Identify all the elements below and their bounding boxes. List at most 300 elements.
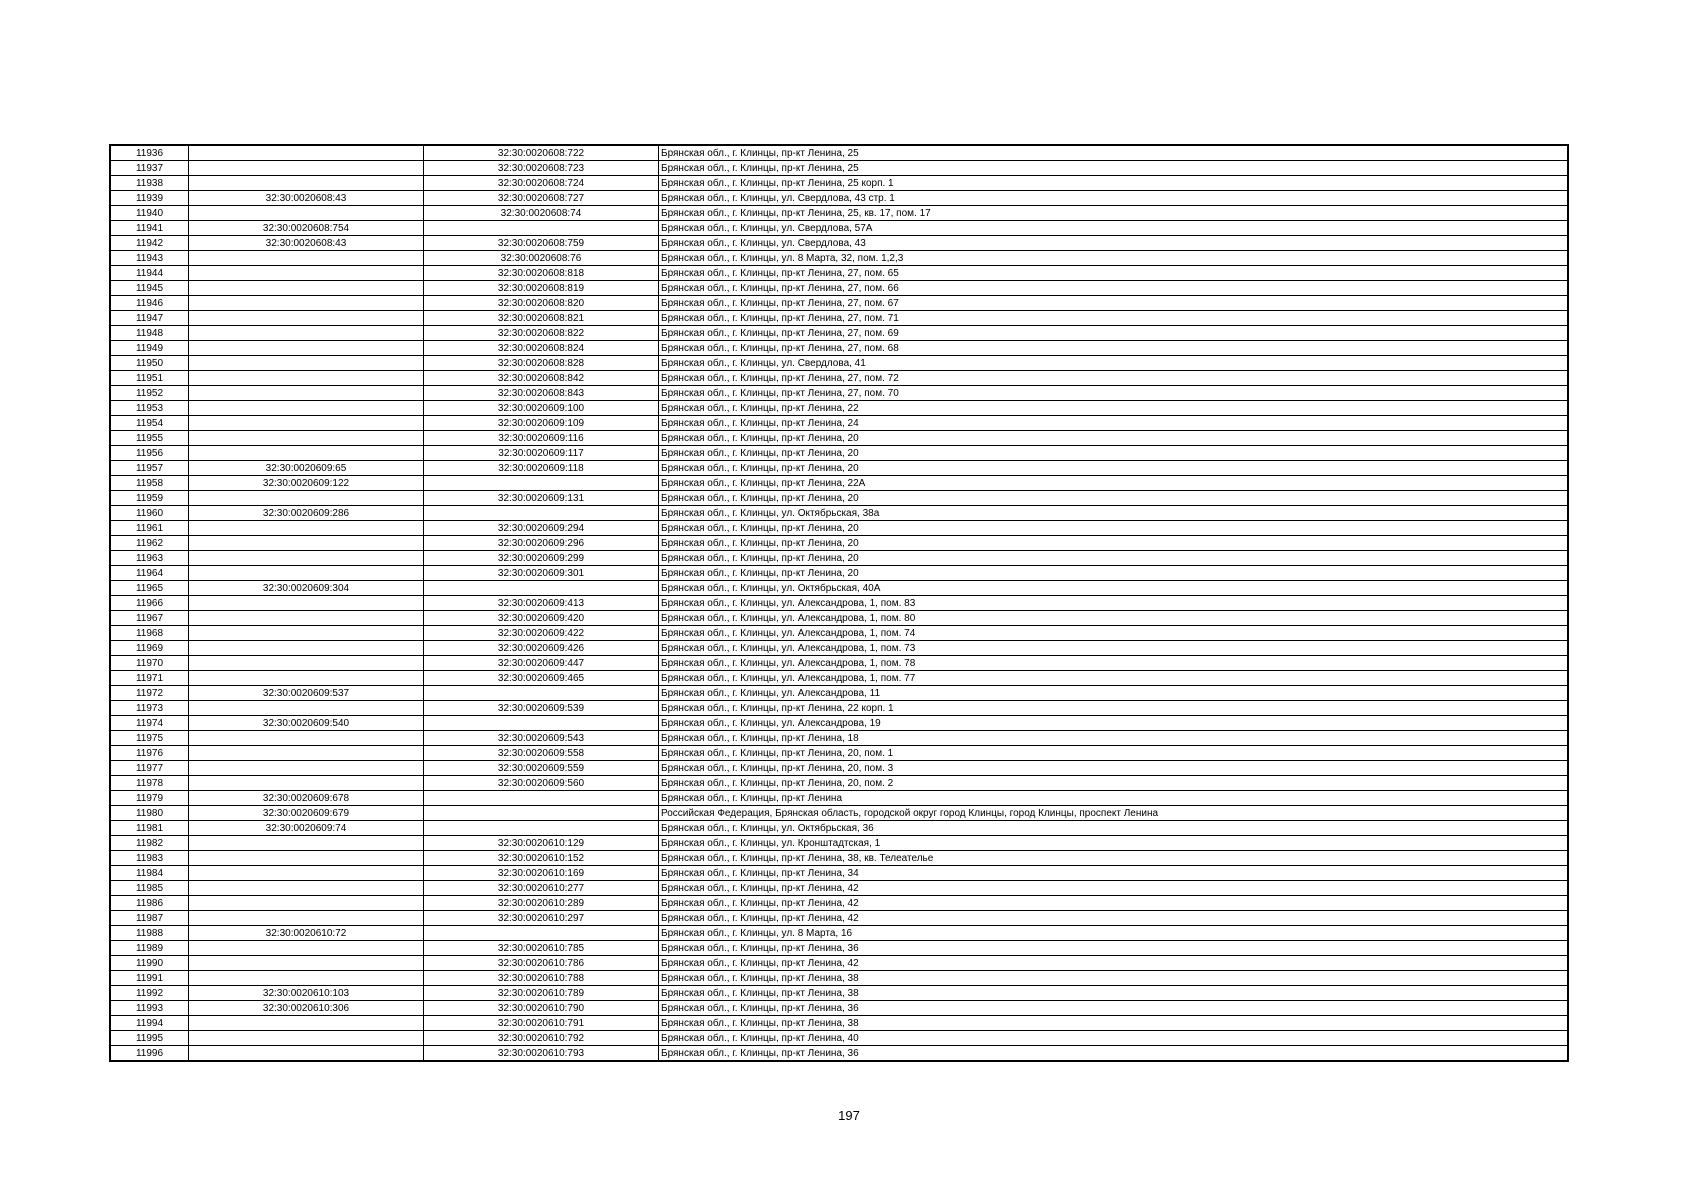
table-row (110, 326, 1568, 341)
object-number-cell: 32:30:0020609:117 (424, 446, 659, 461)
row-number-cell: 11961 (110, 521, 189, 536)
object-number-cell: 32:30:0020610:129 (424, 836, 659, 851)
address-cell: Брянская обл., г. Клинцы, пр-кт Ленина, 27, пом. 71 (659, 311, 1569, 326)
address-cell: Брянская обл., г. Клинцы, пр-кт Ленина, 38 (659, 971, 1569, 986)
row-number-cell: 11944 (110, 266, 189, 281)
object-number-cell: 32:30:0020610:785 (424, 941, 659, 956)
address-cell: Брянская обл., г. Клинцы, пр-кт Ленина, 20, пом. 1 (659, 746, 1569, 761)
parcel-number-cell (189, 956, 424, 971)
parcel-number-cell (189, 356, 424, 371)
object-number-cell: 32:30:0020608:820 (424, 296, 659, 311)
table-row (110, 1016, 1568, 1031)
parcel-number-cell: 32:30:0020609:286 (189, 506, 424, 521)
address-cell: Брянская обл., г. Клинцы, пр-кт Ленина, 25 корп. 1 (659, 176, 1569, 191)
object-number-cell: 32:30:0020609:118 (424, 461, 659, 476)
address-cell: Брянская обл., г. Клинцы, ул. 8 Марта, 16 (659, 926, 1569, 941)
table-row (110, 401, 1568, 416)
table-row (110, 761, 1568, 776)
parcel-number-cell (189, 326, 424, 341)
table-row (110, 176, 1568, 191)
address-cell: Брянская обл., г. Клинцы, пр-кт Ленина, 27, пом. 72 (659, 371, 1569, 386)
object-number-cell: 32:30:0020608:759 (424, 236, 659, 251)
address-cell: Брянская обл., г. Клинцы, пр-кт Ленина, 36 (659, 941, 1569, 956)
parcel-number-cell (189, 866, 424, 881)
address-cell: Брянская обл., г. Клинцы, пр-кт Ленина, 42 (659, 956, 1569, 971)
object-number-cell: 32:30:0020608:821 (424, 311, 659, 326)
row-number-cell: 11966 (110, 596, 189, 611)
parcel-number-cell (189, 491, 424, 506)
row-number-cell: 11965 (110, 581, 189, 596)
object-number-cell: 32:30:0020609:299 (424, 551, 659, 566)
table-row (110, 731, 1568, 746)
address-cell: Брянская обл., г. Клинцы, ул. Александрова, 1, пом. 80 (659, 611, 1569, 626)
parcel-number-cell (189, 176, 424, 191)
address-cell: Брянская обл., г. Клинцы, пр-кт Ленина, 20, пом. 2 (659, 776, 1569, 791)
row-number-cell: 11938 (110, 176, 189, 191)
object-number-cell: 32:30:0020609:560 (424, 776, 659, 791)
row-number-cell: 11968 (110, 626, 189, 641)
address-cell: Брянская обл., г. Клинцы, пр-кт Ленина, 22 корп. 1 (659, 701, 1569, 716)
row-number-cell: 11960 (110, 506, 189, 521)
row-number-cell: 11974 (110, 716, 189, 731)
parcel-number-cell (189, 566, 424, 581)
parcel-number-cell (189, 416, 424, 431)
address-cell: Брянская обл., г. Клинцы, пр-кт Ленина, 20 (659, 431, 1569, 446)
parcel-number-cell (189, 551, 424, 566)
table-row (110, 431, 1568, 446)
row-number-cell: 11972 (110, 686, 189, 701)
table-row (110, 191, 1568, 206)
row-number-cell: 11975 (110, 731, 189, 746)
parcel-number-cell (189, 371, 424, 386)
row-number-cell: 11984 (110, 866, 189, 881)
row-number-cell: 11953 (110, 401, 189, 416)
row-number-cell: 11983 (110, 851, 189, 866)
table-row (110, 671, 1568, 686)
row-number-cell: 11958 (110, 476, 189, 491)
table-row (110, 701, 1568, 716)
address-cell: Брянская обл., г. Клинцы, пр-кт Ленина, 27, пом. 70 (659, 386, 1569, 401)
parcel-number-cell (189, 431, 424, 446)
table-row (110, 386, 1568, 401)
object-number-cell: 32:30:0020610:788 (424, 971, 659, 986)
address-cell: Брянская обл., г. Клинцы, пр-кт Ленина, 27, пом. 67 (659, 296, 1569, 311)
table-row (110, 626, 1568, 641)
table-row (110, 896, 1568, 911)
object-number-cell: 32:30:0020608:722 (424, 145, 659, 161)
row-number-cell: 11979 (110, 791, 189, 806)
parcel-number-cell (189, 731, 424, 746)
object-number-cell: 32:30:0020608:842 (424, 371, 659, 386)
parcel-number-cell (189, 971, 424, 986)
parcel-number-cell (189, 1016, 424, 1031)
table-row (110, 356, 1568, 371)
table-row (110, 311, 1568, 326)
parcel-number-cell: 32:30:0020609:537 (189, 686, 424, 701)
row-number-cell: 11956 (110, 446, 189, 461)
row-number-cell: 11996 (110, 1046, 189, 1062)
object-number-cell: 32:30:0020609:465 (424, 671, 659, 686)
table-row (110, 791, 1568, 806)
parcel-number-cell (189, 1031, 424, 1046)
table-row (110, 506, 1568, 521)
row-number-cell: 11942 (110, 236, 189, 251)
object-number-cell (424, 806, 659, 821)
parcel-number-cell (189, 1046, 424, 1062)
object-number-cell: 32:30:0020608:727 (424, 191, 659, 206)
parcel-number-cell (189, 311, 424, 326)
row-number-cell: 11959 (110, 491, 189, 506)
parcel-number-cell (189, 611, 424, 626)
address-cell: Брянская обл., г. Клинцы, ул. Александрова, 1, пом. 73 (659, 641, 1569, 656)
object-number-cell: 32:30:0020608:828 (424, 356, 659, 371)
object-number-cell: 32:30:0020609:296 (424, 536, 659, 551)
object-number-cell: 32:30:0020610:790 (424, 1001, 659, 1016)
object-number-cell: 32:30:0020608:724 (424, 176, 659, 191)
row-number-cell: 11967 (110, 611, 189, 626)
object-number-cell (424, 716, 659, 731)
table-row (110, 266, 1568, 281)
address-cell: Брянская обл., г. Клинцы, пр-кт Ленина, 18 (659, 731, 1569, 746)
object-number-cell: 32:30:0020610:793 (424, 1046, 659, 1062)
row-number-cell: 11980 (110, 806, 189, 821)
table-row (110, 206, 1568, 221)
table-row (110, 551, 1568, 566)
object-number-cell: 32:30:0020609:131 (424, 491, 659, 506)
parcel-number-cell: 32:30:0020608:43 (189, 191, 424, 206)
table-row (110, 296, 1568, 311)
parcel-number-cell (189, 881, 424, 896)
row-number-cell: 11950 (110, 356, 189, 371)
address-cell: Брянская обл., г. Клинцы, ул. Кронштадтская, 1 (659, 836, 1569, 851)
object-number-cell: 32:30:0020610:289 (424, 896, 659, 911)
address-cell: Брянская обл., г. Клинцы, ул. 8 Марта, 32, пом. 1,2,3 (659, 251, 1569, 266)
object-number-cell: 32:30:0020608:723 (424, 161, 659, 176)
row-number-cell: 11992 (110, 986, 189, 1001)
parcel-number-cell (189, 161, 424, 176)
address-cell: Брянская обл., г. Клинцы, пр-кт Ленина, 38, кв. Телеателье (659, 851, 1569, 866)
object-number-cell: 32:30:0020609:447 (424, 656, 659, 671)
parcel-number-cell (189, 776, 424, 791)
parcel-number-cell: 32:30:0020609:74 (189, 821, 424, 836)
page-number: 197 (838, 1108, 860, 1123)
table-row (110, 776, 1568, 791)
row-number-cell: 11988 (110, 926, 189, 941)
address-cell: Брянская обл., г. Клинцы, ул. Свердлова, 41 (659, 356, 1569, 371)
registry-table-body (110, 145, 1568, 1061)
address-cell: Брянская обл., г. Клинцы, пр-кт Ленина, 34 (659, 866, 1569, 881)
table-row (110, 821, 1568, 836)
object-number-cell: 32:30:0020609:294 (424, 521, 659, 536)
parcel-number-cell (189, 536, 424, 551)
object-number-cell: 32:30:0020608:818 (424, 266, 659, 281)
table-row (110, 926, 1568, 941)
table-row (110, 911, 1568, 926)
table-row (110, 221, 1568, 236)
table-row (110, 716, 1568, 731)
row-number-cell: 11982 (110, 836, 189, 851)
table-row (110, 341, 1568, 356)
row-number-cell: 11940 (110, 206, 189, 221)
row-number-cell: 11993 (110, 1001, 189, 1016)
address-cell: Брянская обл., г. Клинцы, ул. Александрова, 1, пом. 78 (659, 656, 1569, 671)
parcel-number-cell: 32:30:0020608:754 (189, 221, 424, 236)
row-number-cell: 11955 (110, 431, 189, 446)
parcel-number-cell (189, 266, 424, 281)
row-number-cell: 11941 (110, 221, 189, 236)
object-number-cell: 32:30:0020610:152 (424, 851, 659, 866)
object-number-cell (424, 506, 659, 521)
object-number-cell: 32:30:0020610:277 (424, 881, 659, 896)
address-cell: Брянская обл., г. Клинцы, пр-кт Ленина, 38 (659, 986, 1569, 1001)
row-number-cell: 11957 (110, 461, 189, 476)
address-cell: Брянская обл., г. Клинцы, пр-кт Ленина, 42 (659, 881, 1569, 896)
address-cell: Брянская обл., г. Клинцы, пр-кт Ленина, 27, пом. 66 (659, 281, 1569, 296)
object-number-cell: 32:30:0020610:792 (424, 1031, 659, 1046)
table-row (110, 251, 1568, 266)
row-number-cell: 11989 (110, 941, 189, 956)
row-number-cell: 11936 (110, 145, 189, 161)
parcel-number-cell: 32:30:0020610:72 (189, 926, 424, 941)
table-row (110, 641, 1568, 656)
object-number-cell: 32:30:0020609:559 (424, 761, 659, 776)
object-number-cell: 32:30:0020609:100 (424, 401, 659, 416)
row-number-cell: 11990 (110, 956, 189, 971)
parcel-number-cell: 32:30:0020610:103 (189, 986, 424, 1001)
table-row (110, 161, 1568, 176)
parcel-number-cell (189, 386, 424, 401)
table-row (110, 611, 1568, 626)
row-number-cell: 11969 (110, 641, 189, 656)
object-number-cell: 32:30:0020609:539 (424, 701, 659, 716)
address-cell: Брянская обл., г. Клинцы, ул. Александрова, 1, пом. 77 (659, 671, 1569, 686)
address-cell: Брянская обл., г. Клинцы, ул. Александрова, 1, пом. 83 (659, 596, 1569, 611)
object-number-cell (424, 821, 659, 836)
parcel-number-cell (189, 521, 424, 536)
table-row (110, 806, 1568, 821)
address-cell: Брянская обл., г. Клинцы, пр-кт Ленина, 40 (659, 1031, 1569, 1046)
object-number-cell: 32:30:0020609:301 (424, 566, 659, 581)
parcel-number-cell (189, 851, 424, 866)
object-number-cell: 32:30:0020609:426 (424, 641, 659, 656)
address-cell: Брянская обл., г. Клинцы, ул. Октябрьская, 36 (659, 821, 1569, 836)
address-cell: Брянская обл., г. Клинцы, ул. Александрова, 19 (659, 716, 1569, 731)
object-number-cell: 32:30:0020608:843 (424, 386, 659, 401)
table-row (110, 521, 1568, 536)
row-number-cell: 11952 (110, 386, 189, 401)
table-row (110, 416, 1568, 431)
parcel-number-cell: 32:30:0020609:679 (189, 806, 424, 821)
address-cell: Брянская обл., г. Клинцы, пр-кт Ленина, 25 (659, 145, 1569, 161)
parcel-number-cell (189, 626, 424, 641)
parcel-number-cell: 32:30:0020610:306 (189, 1001, 424, 1016)
object-number-cell: 32:30:0020609:543 (424, 731, 659, 746)
row-number-cell: 11987 (110, 911, 189, 926)
object-number-cell: 32:30:0020609:422 (424, 626, 659, 641)
address-cell: Брянская обл., г. Клинцы, пр-кт Ленина, 42 (659, 896, 1569, 911)
address-cell: Брянская обл., г. Клинцы, пр-кт Ленина, 24 (659, 416, 1569, 431)
table-row (110, 446, 1568, 461)
row-number-cell: 11994 (110, 1016, 189, 1031)
address-cell: Брянская обл., г. Клинцы, пр-кт Ленина, 25 (659, 161, 1569, 176)
table-row (110, 866, 1568, 881)
table-row (110, 536, 1568, 551)
address-cell: Брянская обл., г. Клинцы, пр-кт Ленина, 27, пом. 68 (659, 341, 1569, 356)
object-number-cell: 32:30:0020608:819 (424, 281, 659, 296)
table-row (110, 1031, 1568, 1046)
parcel-number-cell (189, 656, 424, 671)
table-row (110, 836, 1568, 851)
row-number-cell: 11991 (110, 971, 189, 986)
row-number-cell: 11963 (110, 551, 189, 566)
parcel-number-cell (189, 641, 424, 656)
row-number-cell: 11995 (110, 1031, 189, 1046)
table-row (110, 956, 1568, 971)
row-number-cell: 11971 (110, 671, 189, 686)
table-row (110, 881, 1568, 896)
parcel-number-cell: 32:30:0020609:65 (189, 461, 424, 476)
object-number-cell (424, 221, 659, 236)
address-cell: Брянская обл., г. Клинцы, пр-кт Ленина, 36 (659, 1001, 1569, 1016)
parcel-number-cell: 32:30:0020608:43 (189, 236, 424, 251)
parcel-number-cell (189, 145, 424, 161)
parcel-number-cell (189, 401, 424, 416)
object-number-cell: 32:30:0020610:169 (424, 866, 659, 881)
address-cell: Брянская обл., г. Клинцы, пр-кт Ленина, 27, пом. 69 (659, 326, 1569, 341)
address-cell: Брянская обл., г. Клинцы, пр-кт Ленина, 36 (659, 1046, 1569, 1062)
object-number-cell: 32:30:0020609:420 (424, 611, 659, 626)
address-cell: Брянская обл., г. Клинцы, ул. Александрова, 11 (659, 686, 1569, 701)
address-cell: Брянская обл., г. Клинцы, пр-кт Ленина, 25, кв. 17, пом. 17 (659, 206, 1569, 221)
address-cell: Брянская обл., г. Клинцы, ул. Свердлова, 43 стр. 1 (659, 191, 1569, 206)
object-number-cell: 32:30:0020609:109 (424, 416, 659, 431)
table-row (110, 851, 1568, 866)
table-row (110, 596, 1568, 611)
table-row (110, 686, 1568, 701)
object-number-cell (424, 476, 659, 491)
parcel-number-cell (189, 596, 424, 611)
address-cell: Брянская обл., г. Клинцы, пр-кт Ленина, 22А (659, 476, 1569, 491)
address-cell: Брянская обл., г. Клинцы, ул. Александрова, 1, пом. 74 (659, 626, 1569, 641)
table-row (110, 986, 1568, 1001)
parcel-number-cell (189, 296, 424, 311)
table-row (110, 971, 1568, 986)
address-cell: Брянская обл., г. Клинцы, пр-кт Ленина, 38 (659, 1016, 1569, 1031)
table-row (110, 491, 1568, 506)
parcel-number-cell (189, 671, 424, 686)
parcel-number-cell (189, 251, 424, 266)
parcel-number-cell: 32:30:0020609:540 (189, 716, 424, 731)
object-number-cell: 32:30:0020610:789 (424, 986, 659, 1001)
table-row (110, 1046, 1568, 1062)
row-number-cell: 11964 (110, 566, 189, 581)
address-cell: Брянская обл., г. Клинцы, пр-кт Ленина, 20 (659, 461, 1569, 476)
table-row (110, 581, 1568, 596)
table-row (110, 145, 1568, 161)
object-number-cell: 32:30:0020610:791 (424, 1016, 659, 1031)
address-cell: Брянская обл., г. Клинцы, пр-кт Ленина, 42 (659, 911, 1569, 926)
table-row (110, 656, 1568, 671)
parcel-number-cell (189, 446, 424, 461)
row-number-cell: 11937 (110, 161, 189, 176)
table-row (110, 941, 1568, 956)
parcel-number-cell (189, 896, 424, 911)
address-cell: Брянская обл., г. Клинцы, пр-кт Ленина, 22 (659, 401, 1569, 416)
object-number-cell: 32:30:0020608:76 (424, 251, 659, 266)
row-number-cell: 11978 (110, 776, 189, 791)
object-number-cell: 32:30:0020608:822 (424, 326, 659, 341)
table-row (110, 236, 1568, 251)
row-number-cell: 11947 (110, 311, 189, 326)
parcel-number-cell (189, 701, 424, 716)
parcel-number-cell (189, 341, 424, 356)
object-number-cell: 32:30:0020609:558 (424, 746, 659, 761)
address-cell: Брянская обл., г. Клинцы, пр-кт Ленина, 20 (659, 521, 1569, 536)
address-cell: Брянская обл., г. Клинцы, пр-кт Ленина, 20 (659, 491, 1569, 506)
object-number-cell (424, 791, 659, 806)
object-number-cell: 32:30:0020608:74 (424, 206, 659, 221)
table-row (110, 281, 1568, 296)
table-row (110, 566, 1568, 581)
object-number-cell: 32:30:0020610:786 (424, 956, 659, 971)
address-cell: Брянская обл., г. Клинцы, пр-кт Ленина, 20 (659, 446, 1569, 461)
row-number-cell: 11970 (110, 656, 189, 671)
table-row (110, 371, 1568, 386)
object-number-cell: 32:30:0020610:297 (424, 911, 659, 926)
row-number-cell: 11948 (110, 326, 189, 341)
object-number-cell: 32:30:0020609:413 (424, 596, 659, 611)
address-cell: Брянская обл., г. Клинцы, ул. Октябрьская, 40А (659, 581, 1569, 596)
row-number-cell: 11962 (110, 536, 189, 551)
address-cell: Брянская обл., г. Клинцы, ул. Свердлова, 57А (659, 221, 1569, 236)
table-row (110, 746, 1568, 761)
registry-table (109, 144, 1569, 1062)
row-number-cell: 11946 (110, 296, 189, 311)
parcel-number-cell (189, 911, 424, 926)
object-number-cell: 32:30:0020608:824 (424, 341, 659, 356)
table-row (110, 461, 1568, 476)
parcel-number-cell (189, 206, 424, 221)
row-number-cell: 11977 (110, 761, 189, 776)
parcel-number-cell: 32:30:0020609:678 (189, 791, 424, 806)
address-cell: Брянская обл., г. Клинцы, пр-кт Ленина, 27, пом. 65 (659, 266, 1569, 281)
parcel-number-cell (189, 836, 424, 851)
row-number-cell: 11949 (110, 341, 189, 356)
row-number-cell: 11939 (110, 191, 189, 206)
row-number-cell: 11954 (110, 416, 189, 431)
row-number-cell: 11976 (110, 746, 189, 761)
row-number-cell: 11951 (110, 371, 189, 386)
address-cell: Брянская обл., г. Клинцы, пр-кт Ленина, 20 (659, 536, 1569, 551)
address-cell: Брянская обл., г. Клинцы, ул. Октябрьская, 38а (659, 506, 1569, 521)
parcel-number-cell (189, 941, 424, 956)
table-row (110, 476, 1568, 491)
object-number-cell (424, 926, 659, 941)
row-number-cell: 11985 (110, 881, 189, 896)
row-number-cell: 11981 (110, 821, 189, 836)
address-cell: Брянская обл., г. Клинцы, пр-кт Ленина, 20 (659, 551, 1569, 566)
address-cell: Брянская обл., г. Клинцы, пр-кт Ленина, 20 (659, 566, 1569, 581)
parcel-number-cell: 32:30:0020609:122 (189, 476, 424, 491)
address-cell: Брянская обл., г. Клинцы, ул. Свердлова, 43 (659, 236, 1569, 251)
address-cell: Брянская обл., г. Клинцы, пр-кт Ленина (659, 791, 1569, 806)
parcel-number-cell (189, 746, 424, 761)
address-cell: Брянская обл., г. Клинцы, пр-кт Ленина, 20, пом. 3 (659, 761, 1569, 776)
parcel-number-cell (189, 281, 424, 296)
parcel-number-cell: 32:30:0020609:304 (189, 581, 424, 596)
object-number-cell: 32:30:0020609:116 (424, 431, 659, 446)
object-number-cell (424, 581, 659, 596)
